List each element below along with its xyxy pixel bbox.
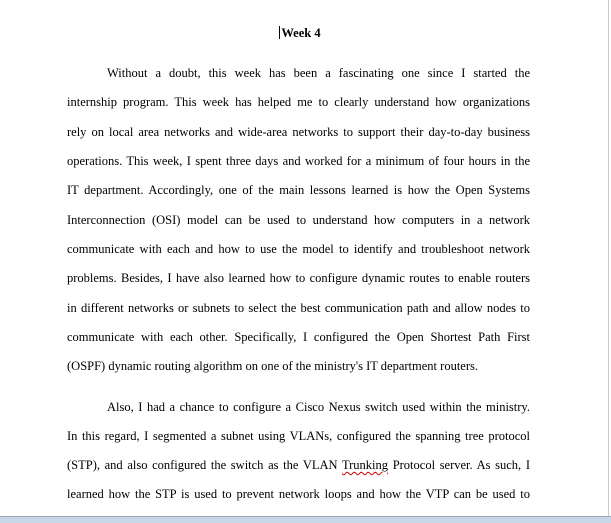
page-separator	[0, 516, 611, 523]
line-3-start: (STP), and also configured the switch as the VLAN	[67, 458, 342, 472]
page-title	[0, 25, 600, 41]
heading-text: Week 4	[281, 26, 321, 40]
paragraph-1-line-2: internship program. This week has helped me to clearly understand how organizations	[67, 95, 530, 109]
paragraph-1-line-7: communicate with each and how to use the model to identify and troubleshoot network	[67, 242, 530, 256]
paragraph-1-line-8: problems. Besides, I have also learned how to configure dynamic routes to enable routers	[67, 271, 530, 285]
paragraph-2-line-1: Also, I had a chance to configure a Cisco Nexus switch used within the ministry.	[107, 400, 530, 414]
paragraph-2-line-3	[67, 457, 530, 473]
paragraph-1-line-3: rely on local area networks and wide-area networks to support their day-to-day business	[67, 125, 530, 139]
paragraph-2-line-2: In this regard, I segmented a subnet using VLANs, configured the spanning tree protocol	[67, 429, 530, 443]
paragraph-1-line-9: in different networks or subnets to select the best communication path and allow nodes to	[67, 301, 530, 315]
paragraph-1-line-10: communicate with each other. Specifically, I configured the Open Shortest Path First	[67, 330, 530, 344]
paragraph-1-line-1: Without a doubt, this week has been a fascinating one since I started the	[107, 66, 530, 80]
paragraph-1-line-11: (OSPF) dynamic routing algorithm on one of the ministry's IT department routers.	[67, 359, 478, 373]
line-3-end: Protocol server. As such, I	[388, 458, 530, 472]
spellcheck-flagged-word[interactable]: Trunking	[341, 458, 389, 472]
paragraph-1-line-6: Interconnection (OSI) model can be used to understand how computers in a network	[67, 213, 530, 227]
paragraph-1-line-5: IT department. Accordingly, one of the main lessons learned is how the Open Systems	[67, 183, 530, 197]
paragraph-1-line-4: operations. This week, I spent three days and worked for a minimum of four hours in the	[67, 154, 530, 168]
paragraph-2-line-4: learned how the STP is used to prevent network loops and how the VTP can be used to	[67, 487, 530, 501]
page-border	[608, 0, 609, 516]
